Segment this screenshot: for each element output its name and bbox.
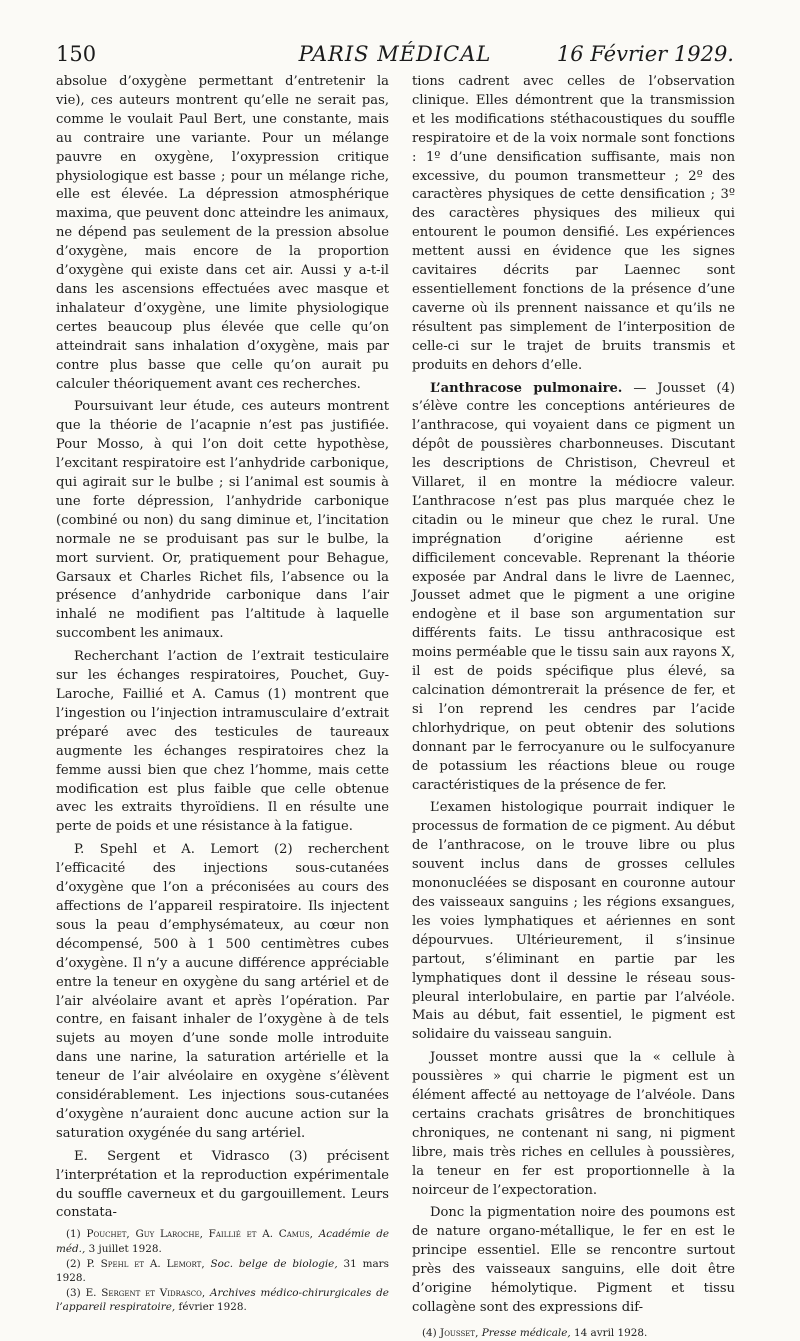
footnote: (2) P. Spehl et A. Lemort, Soc. belge de biologie, 31 mars 1928. xyxy=(56,1257,389,1285)
journal-title: PARIS MÉDICAL xyxy=(298,42,492,66)
left-column xyxy=(56,73,389,1315)
footnote: (1) Pouchet, Guy Laroche, Faillié et A. Camus, Académie de méd., 3 juillet 1928. xyxy=(56,1228,389,1255)
paragraph: E. Sergent et Vidrasco (3) précisent l’interprétation et la reproduction expérimentale du souffle caverneux et du gargouillement. Leurs constata- xyxy=(56,1148,389,1221)
page-number: 150 xyxy=(56,42,97,66)
paragraph: L’examen histologique pourrait indiquer le processus de formation de ce pigment. Au début de l’anthracose, on le trouve libre ou plus souvent inclus dans de grosses cellules mononucléées se disposant en couronne autour des vaisseaux sanguins ; les régions exsangues, les voies lymphatiques et aériennes en sont dépourvues. Ultérieurement, il s’insinue partout, s’éliminant en partie par les lymphatiques dont il dessine le réseau sous-pleural interlobulaire, en partie par l’alvéole. Mais au début, fait essentiel, le pigment est solidaire du vaisseau sanguin. xyxy=(412,800,735,1043)
footnotes xyxy=(412,1326,735,1341)
issue-date: 16 Février 1929. xyxy=(556,42,734,66)
footnotes xyxy=(56,1227,389,1315)
paragraph: Poursuivant leur étude, ces auteurs montrent que la théorie de l’acapnie n’est pas justifiée. Pour Mosso, à qui l’on doit cette hypothèse, l’excitant respiratoire est l’anhydride carbonique, qui agirait sur le bulbe ; si l’animal est soumis à une forte dépression, l’anhydride carbonique (combiné ou non) du sang diminue et, l’incitation normale ne se produisant pas sur le bulbe, la mort survient. Or, pratiquement pour Behague, Garsaux et Charles Richet fils, l’absence ou la présence d’anhydride carbonique dans l’air inhalé ne modifient pas l’altitude à laquelle succombent les animaux. xyxy=(56,399,389,642)
paragraph: Donc la pigmentation noire des poumons est de nature organo-métallique, le fer en est le principe essentiel. Elle se rencontre surtout près des vaisseaux sanguins, elle doit être d’origine hémolytique. Pigment et tissu collagène sont des expressions dif- xyxy=(412,1205,735,1315)
section-heading: L’anthracose pulmonaire. xyxy=(430,380,623,396)
paragraph: L’anthracose pulmonaire. — Jousset (4) s’élève contre les conceptions antérieures de l’anthracose, qui voyaient dans ce pigment un dépôt de poussières charbonneuses. Discutant les descriptions de Christison, Chevreul et Villaret, il en montre la médiocre valeur. L’anthracose n’est pas plus marquée chez le citadin ou le mineur que chez le rural. Une imprégnation d’origine aérienne est difficilement concevable. Reprenant la théorie exposée par Andral dans le livre de Laennec, Jousset admet que le pigment a une origine endogène et il base son argumentation sur différents faits. Le tissu anthracosique est moins perméable que le tissu sain aux rayons X, il est de poids spécifique plus élevé, sa calcination démontrerait la présence de fer, et si l’on reprend les cendres par l’acide chlorhydrique, on peut obtenir des solutions donnant par le ferrocyanure ou le sulfocyanure de potassium les réactions bleue ou rouge caractéristiques de la présence de fer. xyxy=(412,380,735,793)
footnote: (4) Jousset, Presse médicale, 14 avril 1928. xyxy=(422,1326,648,1339)
paragraph: P. Spehl et A. Lemort (2) recherchent l’efficacité des injections sous-cutanées d’oxygène que l’on a préconisées au cours des affections de l’appareil respiratoire. Ils injectent sous la peau d’emphysémateux, au cœur non décompensé, 500 à 1 500 centimètres cubes d’oxygène. Il n’y a aucune différence appréciable entre la teneur en oxygène du sang artériel et de l’air alvéolaire avant et après l’opération. Par contre, en faisant inhaler de l’oxygène à de tels sujets au moyen d’une sonde molle introduite dans une narine, la saturation artérielle et la teneur de l’air alvéolaire en oxygène s’élèvent considérablement. Les injections sous-cutanées d’oxygène n’auraient donc aucune action sur la saturation oxygénée du sang artériel. xyxy=(56,842,389,1141)
paragraph: Jousset montre aussi que la « cellule à poussières » qui charrie le pigment est un élément affecté au nettoyage de l’alvéole. Dans certains crachats grisâtres de bronchitiques chroniques, ne contenant ni sang, ni pigment libre, mais très riches en cellules à poussières, la teneur en fer est proportionnelle à la noirceur de l’expectoration. xyxy=(412,1050,735,1198)
paragraph: tions cadrent avec celles de l’observation clinique. Elles démontrent que la transmission et les modifications stéthacoustiques du souffle respiratoire et de la voix normale sont fonctions : 1º d’une densification suffisante, mais non excessive, du poumon transmetteur ; 2º des caractères physiques de cette densification ; 3º des caractères physiques des milieux qui entourent le poumon densifié. Les expériences mettent aussi en évidence que les signes cavitaires décrits par Laennec sont essentiellement fonctions de la présence d’une caverne où ils prennent naissance et qu’ils ne résultent pas simplement de l’interposition de celle-ci sur le trajet de bruits transmis et produits en dehors d’elle. xyxy=(412,74,735,373)
footnote: (3) E. Sergent et Vidrasco, Archives médico-chirurgicales de l’appareil respiratoire, février 1928. xyxy=(56,1286,389,1314)
paragraph: Recherchant l’action de l’extrait testiculaire sur les échanges respiratoires, Pouchet, Guy-Laroche, Faillié et A. Camus (1) montrent que l’ingestion ou l’injection intramusculaire d’extrait préparé avec des testicules de taureaux augmente les échanges respiratoires chez la femme aussi bien que chez l’homme, mais cette modification est plus faible que celle obtenue avec les extraits thyroïdiens. Il en résulte une perte de poids et une résistance à la fatigue. xyxy=(56,649,389,835)
running-header xyxy=(56,42,734,72)
right-column xyxy=(412,73,735,1341)
paragraph: absolue d’oxygène permettant d’entretenir la vie), ces auteurs montrent qu’elle ne serait pas, comme le voulait Paul Bert, une constante, mais au contraire une variante. Pour un mélange pauvre en oxygène, l’oxypression critique physiologique est basse ; pour un mélange riche, elle est élevée. La dépression atmosphérique maxima, que peuvent donc atteindre les animaux, ne dépend pas seulement de la pression absolue d’oxygène, mais encore de la proportion d’oxygène qui existe dans cet air. Aussi y a-t-il dans les ascensions effectuées avec masque et inhalateur d’oxygène, une limite physiologique certes beaucoup plus élevée que celle qu’on atteindrait sans inhalation d’oxygène, mais par contre plus basse que celle qu’on aurait pu calculer théoriquement avant ces recherches. xyxy=(56,74,389,392)
